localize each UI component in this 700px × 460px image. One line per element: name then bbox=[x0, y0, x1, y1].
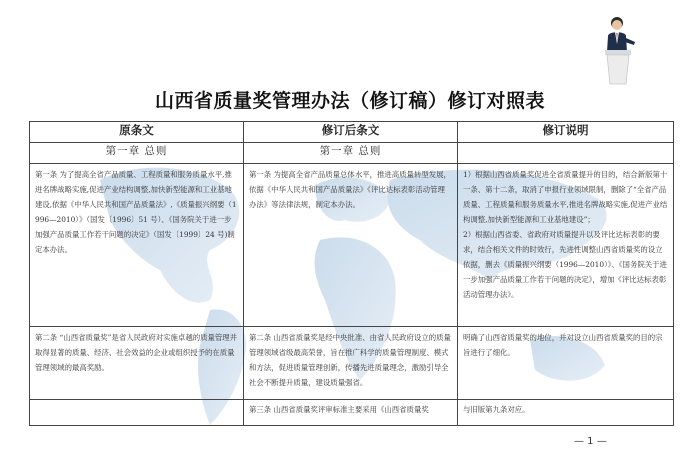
table-cell-explanation: 明确了山西省质量奖的地位，并对设立山西省质量奖的目的宗旨进行了细化。 bbox=[458, 327, 674, 400]
table-header-row bbox=[30, 122, 674, 143]
table-cell-original: 第二条 “山西省质量奖”是省人民政府对实施卓越的质量管理并取得显著的质量、经济、社会效益的企业或组织授予的在质量管理领域的最高奖励。 bbox=[30, 327, 244, 400]
page-number: — 1 — bbox=[574, 436, 607, 447]
comparison-table bbox=[29, 121, 674, 426]
table-cell-original: 第一条 为了提高全省产品质量、工程质量和服务质量水平,推进名牌战略实施,促进产业结构调整,加快新型能源和工业基地建设,依据《中华人民共和国产品质量法》,《质量振兴纲要（1996—2010）》（国发〔1996〕51 号）、《国务院关于进一步加强产品质量工作若干问题的决定》（国发〔1999〕24 号)制定本办法。 bbox=[30, 164, 244, 327]
chapter-label-explanation bbox=[458, 143, 674, 164]
table-cell-explanation: 与旧版第九条对应。 bbox=[458, 400, 674, 426]
table-cell-revised: 第三条 山西省质量奖评审标准主要采用《山西省质量奖 bbox=[244, 400, 458, 426]
table-cell-revised: 第二条 山西省质量奖是经中央批准、由省人民政府设立的质量管理领域省级最高荣誉，旨在推广科学的质量管理制度、模式和方法，促进质量管理创新，传播先进质量理念，激励引导全社会不断提升质量，建设质量强省。 bbox=[244, 327, 458, 400]
presenter-at-podium-icon bbox=[599, 14, 639, 86]
chapter-label-original: 第一章 总则 bbox=[30, 143, 244, 164]
column-header-original: 原条文 bbox=[30, 122, 244, 143]
table-cell-revised: 第一条 为提高全省产品质量总体水平，推进高质量转型发展，依据《中华人民共和国产品质量法》《评比达标表彰活动管理办法》等法律法规，制定本办法。 bbox=[244, 164, 458, 327]
table-cell-explanation: 1）根据山西省质量奖促进全省质量提升的目的，结合新版第十一条、第十二条，取消了申报行业领域限制，删除了“全省产品质量、工程质量和服务质量水平,推进名牌战略实施,促进产业结构调整,加快新型能源和工业基地建设”； 2）根据山西省委、省政府对质量提升以及评比达标表彰的要求，结合相关文件的时效行，先进性调整山西省质量奖的设立依据，删去《质量振兴纲要（1996—2010）》、《国务院关于进一步加强产品质量工作若干问题的决定》，增加《评比达标表彰活动管理办法》。 bbox=[458, 164, 674, 327]
table-row bbox=[30, 400, 674, 426]
column-header-explanation: 修订说明 bbox=[458, 122, 674, 143]
table-row bbox=[30, 164, 674, 327]
chapter-row bbox=[30, 143, 674, 164]
page-title: 山西省质量奖管理办法（修订稿）修订对照表 bbox=[154, 90, 545, 112]
table-cell-original bbox=[30, 400, 244, 426]
column-header-revised: 修订后条文 bbox=[244, 122, 458, 143]
chapter-label-revised: 第一章 总则 bbox=[244, 143, 458, 164]
table-row bbox=[30, 327, 674, 400]
